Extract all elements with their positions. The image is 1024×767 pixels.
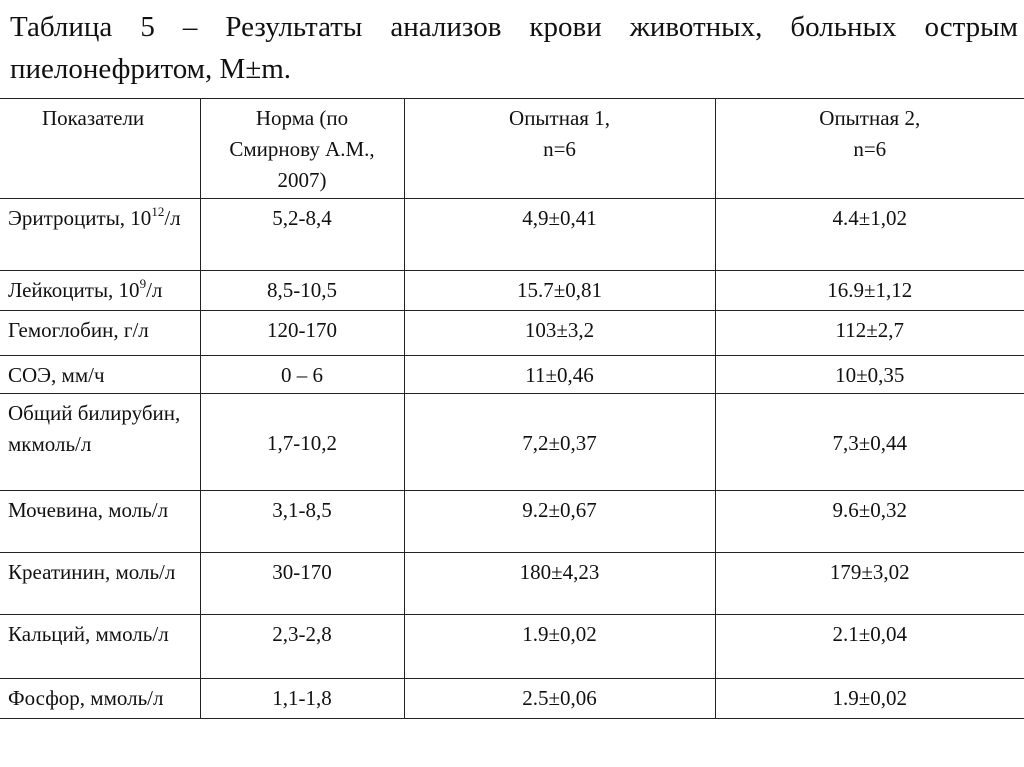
row-exp1: 15.7±0,81	[404, 271, 715, 311]
param-exponent: 12	[151, 204, 165, 219]
param-text: Эритроциты, 10	[8, 206, 152, 230]
row-norm: 3,1-8,5	[200, 491, 404, 553]
row-param: Фосфор, ммоль/л	[0, 679, 200, 719]
param-unit: /л	[146, 278, 163, 302]
table-row	[0, 491, 1024, 553]
table-row	[0, 553, 1024, 615]
table-row	[0, 394, 1024, 491]
row-exp1: 4,9±0,41	[404, 199, 715, 271]
table-row	[0, 356, 1024, 394]
row-norm: 1,1-1,8	[200, 679, 404, 719]
row-param: Мочевина, моль/л	[0, 491, 200, 553]
row-norm: 0 – 6	[200, 356, 404, 394]
row-norm: 1,7-10,2	[200, 394, 404, 491]
header-param: Показатели	[0, 99, 200, 199]
header-exp2-name: Опытная 2,	[819, 106, 921, 130]
blood-analysis-table	[0, 98, 1024, 719]
row-exp1: 180±4,23	[404, 553, 715, 615]
row-exp1: 103±3,2	[404, 311, 715, 356]
row-param	[0, 271, 200, 311]
table-title: Таблица 5 – Результаты анализов крови животных, больных острым пиелонефритом, М±m.	[10, 11, 1018, 85]
row-exp1: 1.9±0,02	[404, 615, 715, 679]
table-row	[0, 615, 1024, 679]
row-norm: 5,2-8,4	[200, 199, 404, 271]
table-row	[0, 679, 1024, 719]
row-exp2: 179±3,02	[715, 553, 1024, 615]
row-exp2: 1.9±0,02	[715, 679, 1024, 719]
row-exp2: 112±2,7	[715, 311, 1024, 356]
row-exp2: 9.6±0,32	[715, 491, 1024, 553]
row-param: Кальций, ммоль/л	[0, 615, 200, 679]
row-exp2: 4.4±1,02	[715, 199, 1024, 271]
header-exp1-name: Опытная 1,	[509, 106, 610, 130]
row-param: Гемоглобин, г/л	[0, 311, 200, 356]
table-row	[0, 311, 1024, 356]
row-exp1: 2.5±0,06	[404, 679, 715, 719]
row-param: Креатинин, моль/л	[0, 553, 200, 615]
row-exp2: 7,3±0,44	[715, 394, 1024, 491]
header-row	[0, 99, 1024, 199]
param-exponent: 9	[139, 276, 147, 291]
header-exp2-n: n=6	[853, 137, 887, 161]
row-exp1: 7,2±0,37	[404, 394, 715, 491]
header-exp2	[715, 99, 1024, 199]
param-text: Лейкоциты, 10	[8, 278, 140, 302]
row-param: Общий билирубин, мкмоль/л	[0, 394, 200, 491]
table-row	[0, 199, 1024, 271]
row-exp2: 16.9±1,12	[715, 271, 1024, 311]
row-exp2: 2.1±0,04	[715, 615, 1024, 679]
row-norm: 30-170	[200, 553, 404, 615]
header-norm: Норма (по Смирнову А.М., 2007)	[200, 99, 404, 199]
row-exp1: 9.2±0,67	[404, 491, 715, 553]
param-unit: /л	[164, 206, 181, 230]
row-norm: 8,5-10,5	[200, 271, 404, 311]
row-norm: 2,3-2,8	[200, 615, 404, 679]
row-exp2: 10±0,35	[715, 356, 1024, 394]
row-exp1: 11±0,46	[404, 356, 715, 394]
table-row	[0, 271, 1024, 311]
row-param: СОЭ, мм/ч	[0, 356, 200, 394]
header-exp1-n: n=6	[543, 137, 576, 161]
header-exp1	[404, 99, 715, 199]
row-norm: 120-170	[200, 311, 404, 356]
row-param	[0, 199, 200, 271]
